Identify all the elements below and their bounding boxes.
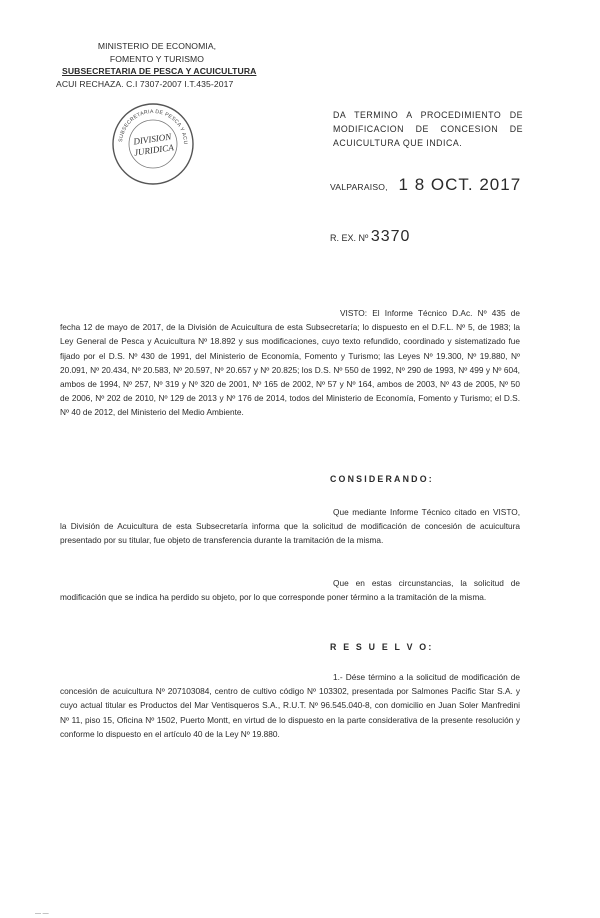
letterhead	[56, 40, 257, 90]
exento-label: R. EX. Nº	[330, 233, 369, 243]
exento-number: 3370	[370, 228, 411, 245]
place-date	[330, 175, 521, 195]
considerando-paragraph-2: Que en estas circunstancias, la solicitud de modificación que se indica ha perdido su objeto, por lo que corresponde poner término a la tramitación de la misma.	[60, 578, 520, 603]
considerando-heading: CONSIDERANDO:	[330, 474, 434, 484]
stamp-center-line-2: JURIDICA	[133, 142, 175, 158]
subsecretaria-line: SUBSECRETARIA DE PESCA Y ACUICULTURA	[62, 66, 257, 76]
resolution-title: DA TERMINO A PROCEDIMIENTO DE MODIFICACION DE CONCESION DE ACUICULTURA QUE INDICA.	[333, 110, 523, 148]
stamp-center-line-1: DIVISION	[132, 131, 172, 147]
resuelvo-heading: R E S U E L V O:	[330, 642, 434, 652]
considerando-paragraph-1: Que mediante Informe Técnico citado en VISTO, la División de Acuicultura de esta Subsecretaría informa que la solicitud de modificación de concesión de acuicultura presentado por su titular, fue objeto de transferencia durante la tramitación de la misma.	[60, 507, 520, 546]
reference-line: ACUI RECHAZA. C.I 7307-2007 I.T.435-2017	[56, 78, 234, 89]
visto-text: El Informe Técnico D.Ac. Nº 435 de fecha 12 de mayo de 2017, de la División de Acuicultura de esta Subsecretaría; lo dispuesto en el D.F.L. Nº 5, de 1983; la Ley General de Pesca y Acuicultura Nº 18.892 y sus modificaciones, cuyo texto refundido, coordinado y sistematizado fue fijado por el D.S. Nº 430 de 1991, del Ministerio de Economía, Fomento y Turismo; las Leyes Nº 19.300, Nº 19.880, Nº 20.091, Nº 20.434, Nº 20.583, Nº 20.597, Nº 20.657 y Nº 20.825; los D.S. Nº 550 de 1992, Nº 290 de 1993, Nº 499 y Nº 604, ambos de 1994, Nº 257, Nº 319 y Nº 320 de 2001, Nº 165 de 2002, Nº 57 y Nº 164, ambos de 2003, Nº 43 de 2005, Nº 50 de 2006, Nº 202 de 2010, Nº 129 de 2013 y Nº 176 de 2014, todos del Ministerio de Economía, Fomento y Turismo; el D.S. Nº 40 de 2012, del Ministerio del Medio Ambiente.	[60, 308, 520, 418]
date-stamp: 1 8 OCT. 2017	[398, 175, 522, 194]
resuelvo-paragraph-1: 1.- Dése término a la solicitud de modificación de concesión de acuicultura Nº 207103084, centro de cultivo código Nº 103302, presentada por Salmones Pacific Star S.A. y cuyo actual titular es Productos del Mar Ventisqueros S.A., R.U.T. Nº 96.545.040-8, con domicilio en Juan Soler Manfredini Nº 11, piso 15, Oficina Nº 1502, Puerto Montt, en virtud de lo dispuesto en la parte considerativa de la presente resolución y conforme lo dispuesto en el artículo 40 de la Ley Nº 19.880.	[60, 672, 520, 739]
division-juridica-stamp	[110, 101, 196, 187]
ministry-line: MINISTERIO DE ECONOMIA,	[97, 41, 217, 51]
resolution-number	[330, 228, 410, 246]
stamp-seal-icon	[110, 101, 196, 187]
visto-label: VISTO:	[340, 308, 368, 318]
visto-paragraph	[60, 306, 520, 420]
city: VALPARAISO,	[330, 182, 388, 192]
footer-mark: — —	[35, 911, 49, 917]
ministry-line-2: FOMENTO Y TURISMO	[109, 53, 205, 64]
stamp-ring-text: SUBSECRETARIA DE PESCA Y ACU	[118, 108, 189, 145]
